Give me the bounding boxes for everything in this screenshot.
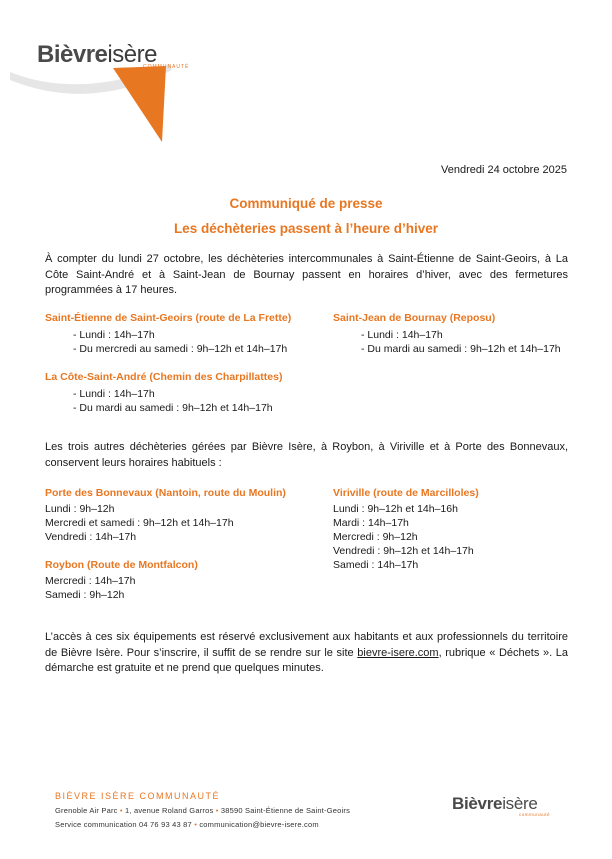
hours-line: - Lundi : 14h–17h — [73, 329, 155, 341]
logo-subtitle: COMMUNAUTÉ — [143, 64, 190, 70]
logo-swoosh-graphic — [0, 0, 200, 150]
site-porte-des-bonnevaux — [45, 487, 286, 544]
hours-line: - Lundi : 14h–17h — [73, 388, 155, 400]
footer-email-link[interactable]: communication@bievre-isere.com — [199, 820, 319, 829]
document-date: Vendredi 24 octobre 2025 — [441, 164, 567, 176]
site-la-cote — [45, 371, 282, 415]
site-saint-etienne — [45, 312, 291, 356]
site-title: Porte des Bonnevaux (Nantoin, route du Moulin) — [45, 487, 286, 499]
hours-line: Samedi : 9h–12h — [45, 589, 125, 601]
press-release-kicker: Communiqué de presse — [229, 196, 383, 211]
site-title: Saint-Étienne de Saint-Geoirs (route de La Frette) — [45, 312, 292, 324]
site-roybon — [45, 559, 198, 602]
website-link[interactable]: bievre-isere.com — [357, 646, 439, 659]
footer-contact: Service communication 04 76 93 43 87 • communication@bievre-isere.com — [55, 820, 319, 829]
hours-line: - Lundi : 14h–17h — [361, 329, 443, 341]
closing-paragraph: L’accès à ces six équipements est réservé exclusivement aux habitants et aux professionnels du territoire de Bièvre Isère. Pour s’inscrire, il suffit de se rendre sur le site bievre-isere.com, rubrique « Déchets ». La démarche est gratuite et ne prend que quelques minutes. — [45, 631, 568, 674]
hours-line: Mercredi : 9h–12h — [333, 531, 418, 543]
hours-line: Lundi : 9h–12h et 14h–16h — [333, 503, 458, 515]
logo-wordmark: Bièvreisère — [37, 41, 157, 68]
intro-paragraph: À compter du lundi 27 octobre, les déchèteries intercommunales à Saint-Étienne de Saint-Geoirs, à La Côte Saint-André et à Saint-Jean de Bournay passent en horaires d’hiver, avec des fermetures programmées à 17 heures. — [45, 253, 568, 296]
site-title: Roybon (Route de Montfalcon) — [45, 559, 198, 571]
footer-logo-subtitle: communauté — [519, 812, 551, 817]
footer-org-name: BIÈVRE ISÈRE COMMUNAUTÉ — [55, 791, 221, 801]
site-title: Viriville (route de Marcilloles) — [333, 487, 479, 499]
site-title: La Côte-Saint-André (Chemin des Charpillattes) — [45, 371, 283, 383]
site-title: Saint-Jean de Bournay (Reposu) — [333, 312, 496, 324]
header-logo — [0, 0, 200, 150]
site-viriville — [333, 487, 479, 572]
hours-line: Mardi : 14h–17h — [333, 517, 409, 529]
footer-address: Grenoble Air Parc • 1, avenue Roland Garros • 38590 Saint-Étienne de Saint-Geoirs — [55, 806, 351, 815]
hours-line: Mercredi : 14h–17h — [45, 575, 136, 587]
hours-line: - Du mercredi au samedi : 9h–12h et 14h–17h — [73, 343, 288, 355]
site-saint-jean — [333, 312, 561, 356]
middle-paragraph: Les trois autres déchèteries gérées par Bièvre Isère, à Roybon, à Viriville et à Porte des Bonnevaux, conservent leurs horaires habituels : — [45, 441, 568, 469]
hours-line: Lundi : 9h–12h — [45, 503, 115, 515]
footer-logo: Bièvreisère — [452, 794, 538, 813]
hours-line: - Du mardi au samedi : 9h–12h et 14h–17h — [73, 402, 273, 414]
hours-line: - Du mardi au samedi : 9h–12h et 14h–17h — [361, 343, 561, 355]
page-title: Les déchèteries passent à l’heure d’hiver — [173, 221, 439, 236]
hours-line: Samedi : 14h–17h — [333, 559, 419, 571]
hours-line: Vendredi : 14h–17h — [45, 531, 137, 543]
hours-line: Mercredi et samedi : 9h–12h et 14h–17h — [45, 517, 234, 529]
hours-line: Vendredi : 9h–12h et 14h–17h — [333, 545, 474, 557]
